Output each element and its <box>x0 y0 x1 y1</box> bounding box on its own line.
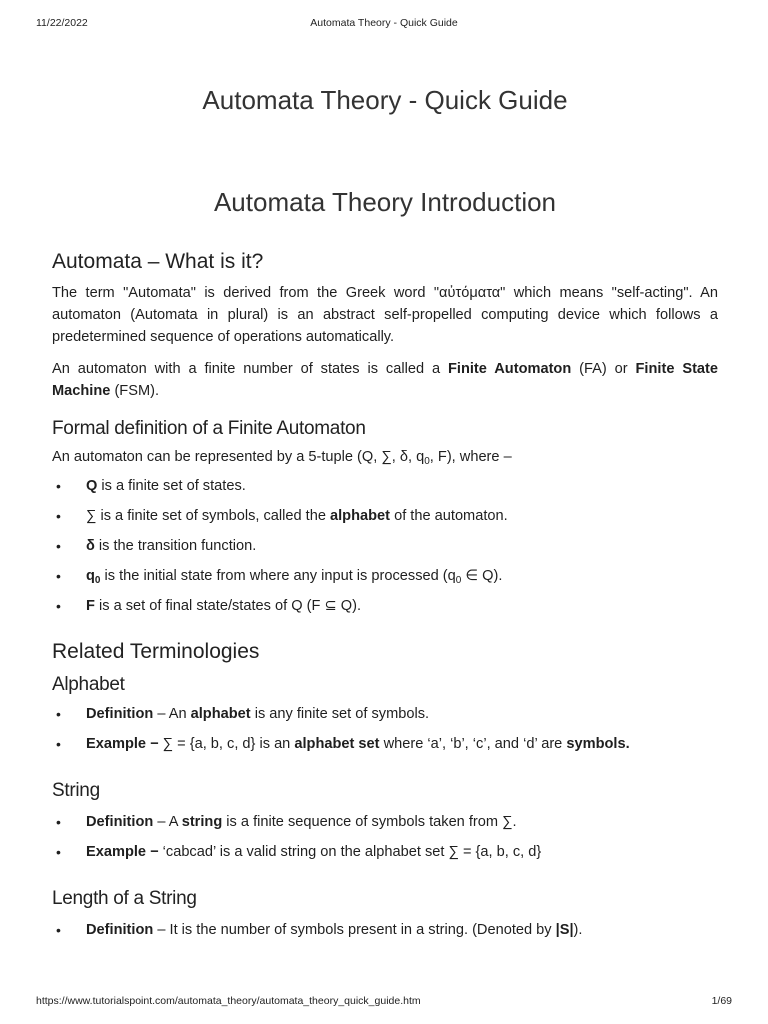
heading-related-terminologies: Related Terminologies <box>52 640 260 663</box>
section-title: Automata Theory Introduction <box>213 187 557 217</box>
length-list <box>52 920 718 940</box>
page-number: 1/69 <box>711 995 732 1007</box>
heading-automata: Automata – What is it? <box>52 250 264 273</box>
list-item: • Definition – A string is a finite sequence of symbols taken from ∑. <box>52 812 718 832</box>
source-url: https://www.tutorialspoint.com/automata_theory/automata_theory_quick_guide.htm <box>36 995 421 1007</box>
list-item: • Example − ‘cabcad’ is a valid string on the alphabet set ∑ = {a, b, c, d} <box>52 842 718 862</box>
term-finite-state-machine: Finite State Machine <box>52 361 719 399</box>
list-item: • F is a set of final state/states of Q (F ⊆ Q). <box>52 596 718 616</box>
heading-string: String <box>52 780 100 801</box>
document-title: Automata Theory - Quick Guide <box>202 85 568 115</box>
print-date: 11/22/2022 <box>36 17 88 29</box>
alphabet-list <box>52 704 718 754</box>
term-finite-automaton: Finite Automaton <box>447 361 572 377</box>
paragraph-tuple-intro: An automaton can be represented by a 5-tuple (Q, ∑, δ, $q_0$, F), where – <box>52 449 512 467</box>
heading-formal-definition: Formal definition of a Finite Automaton <box>52 418 366 439</box>
list-item: • Definition – It is the number of symbols present in a string. (Denoted by |S|). <box>52 920 718 940</box>
string-list <box>52 812 718 862</box>
heading-length-of-string: Length of a String <box>52 888 197 909</box>
page-content <box>52 80 718 940</box>
list-item: • Definition – An alphabet is any finite set of symbols. <box>52 704 718 724</box>
heading-alphabet: Alphabet <box>52 674 125 695</box>
list-item: • Q is a finite set of states. <box>52 476 718 496</box>
tuple-list <box>52 476 718 616</box>
list-item: • $q_0$ is the initial state from where any input is processed ($q_0$ ∈ Q). <box>52 566 718 586</box>
list-item: • δ is the transition function. <box>52 536 718 556</box>
paragraph-automata-definition: The term "Automata" is derived from the Greek word "αὐτόματα" which means "self-acting". An automaton (Automata in plural) is an abstract self-propelled computing device which follows a predetermined sequence of operations automatically. <box>52 285 718 345</box>
print-title: Automata Theory - Quick Guide <box>310 17 458 29</box>
paragraph-finite-automaton: An automaton with a finite number of states is called a Finite Automaton (FA) or Finite State Machine (FSM). <box>52 361 719 399</box>
list-item: • Example − ∑ = {a, b, c, d} is an alphabet set where ‘a’, ‘b’, ‘c’, and ‘d’ are symbols. <box>52 734 718 754</box>
list-item: • ∑ is a finite set of symbols, called the alphabet of the automaton. <box>52 506 718 526</box>
